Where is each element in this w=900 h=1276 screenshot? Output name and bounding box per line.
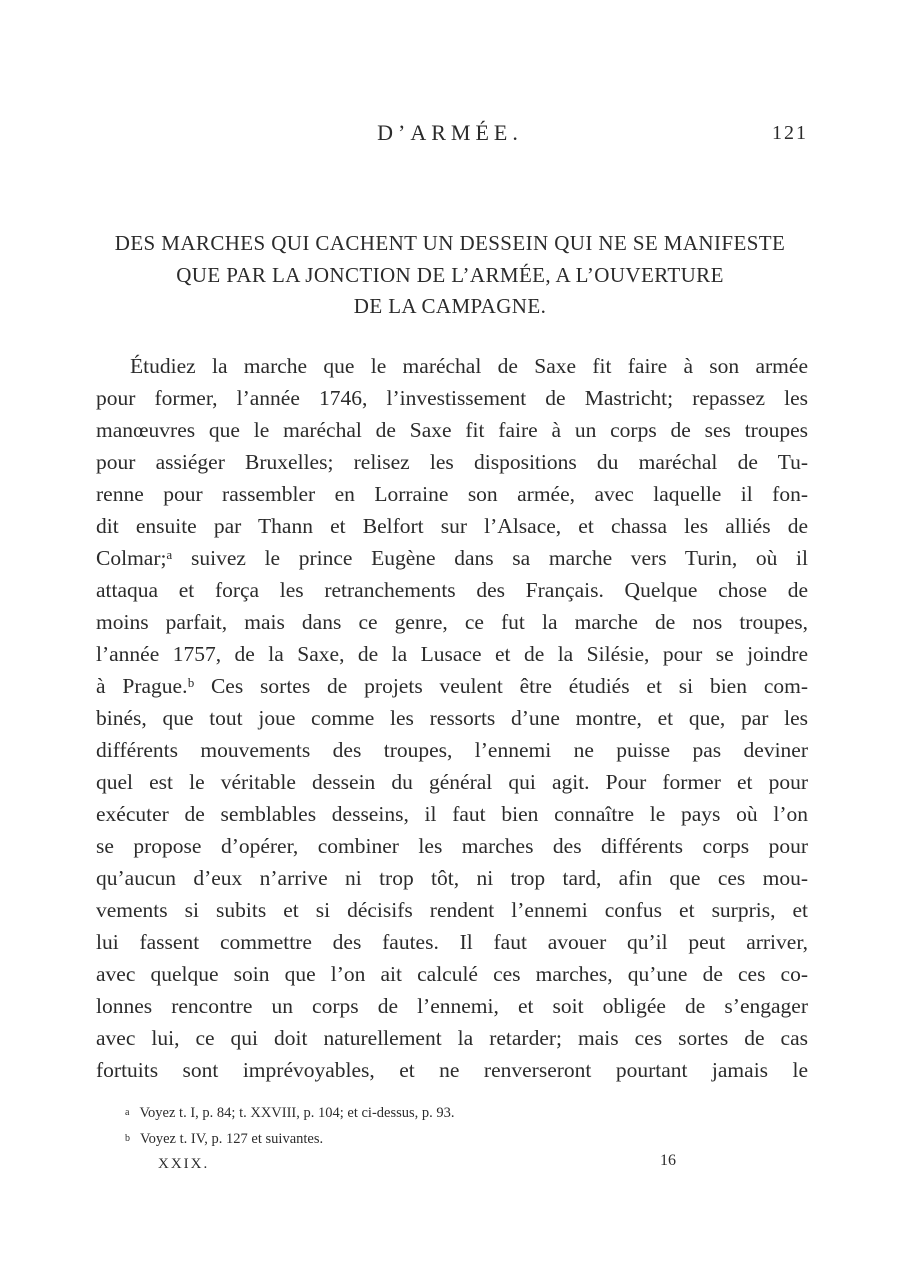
footnote-mark: b — [125, 1133, 130, 1144]
body-line: renne pour rassembler en Lorraine son armée, avec laquelle il fon- — [96, 482, 808, 506]
footnote — [125, 1100, 805, 1126]
footnote-text: Voyez t. I, p. 84; t. XXVIII, p. 104; et ci-dessus, p. 93. — [139, 1105, 455, 1121]
heading-line: DES MARCHES QUI CACHENT UN DESSEIN QUI NE SE MANIFESTE — [114, 231, 786, 255]
body-line: avec lui, ce qui doit naturellement la retarder; mais ces sortes de cas — [96, 1026, 808, 1050]
body-line: vements si subits et si décisifs rendent l’ennemi confus et surpris, et — [96, 898, 808, 922]
body-line: pour former, l’année 1746, l’investissement de Mastricht; repassez les — [96, 386, 808, 410]
body-line: manœuvres que le maréchal de Saxe fit faire à un corps de ses troupes — [96, 418, 808, 442]
body-line: Étudiez la marche que le maréchal de Saxe fit faire à son armée — [130, 354, 808, 378]
body-line: pour assiéger Bruxelles; relisez les dispositions du maréchal de Tu- — [96, 450, 808, 474]
page-footer — [0, 1152, 900, 1180]
footnote-mark: a — [125, 1107, 130, 1118]
page-number: 121 — [772, 122, 808, 144]
body-text — [96, 350, 808, 1086]
body-line: exécuter de semblables desseins, il faut bien connaître le pays où l’on — [96, 802, 808, 826]
running-title: D’ARMÉE. — [377, 120, 523, 145]
body-line: Colmar;ᵃ suivez le prince Eugène dans sa marche vers Turin, où il — [96, 546, 808, 570]
running-head — [0, 120, 900, 150]
body-line: lui fassent commettre des fautes. Il faut avouer qu’il peut arriver, — [96, 930, 808, 954]
body-line: binés, que tout joue comme les ressorts d’une montre, et que, par les — [96, 706, 808, 730]
body-line: l’année 1757, de la Saxe, de la Lusace et de la Silésie, pour se joindre — [96, 642, 808, 666]
signature-mark: XXIX. — [158, 1156, 210, 1172]
heading-line: DE LA CAMPAGNE. — [353, 294, 547, 318]
body-line: moins parfait, mais dans ce genre, ce fut la marche de nos troupes, — [96, 610, 808, 634]
body-line: différents mouvements des troupes, l’ennemi ne puisse pas deviner — [96, 738, 808, 762]
sheet-number: 16 — [660, 1152, 676, 1169]
body-line: dit ensuite par Thann et Belfort sur l’Alsace, et chassa les alliés de — [96, 514, 808, 538]
body-line: qu’aucun d’eux n’arrive ni trop tôt, ni trop tard, afin que ces mou- — [96, 866, 808, 890]
body-line: avec quelque soin que l’on ait calculé ces marches, qu’une de ces co- — [96, 962, 808, 986]
chapter-heading — [80, 228, 820, 323]
body-line: quel est le véritable dessein du général qui agit. Pour former et pour — [96, 770, 808, 794]
body-line: fortuits sont imprévoyables, et ne renverseront pourtant jamais le — [96, 1058, 808, 1082]
footnote-text: Voyez t. IV, p. 127 et suivantes. — [140, 1131, 324, 1147]
body-line: à Prague.ᵇ Ces sortes de projets veulent être étudiés et si bien com- — [96, 674, 808, 698]
heading-line: QUE PAR LA JONCTION DE L’ARMÉE, A L’OUVERTURE — [176, 262, 724, 287]
body-line: attaqua et força les retranchements des Français. Quelque chose de — [96, 578, 808, 602]
body-line: se propose d’opérer, combiner les marches des différents corps pour — [96, 834, 808, 858]
footnotes — [125, 1100, 805, 1152]
footnote — [125, 1126, 805, 1152]
body-line: lonnes rencontre un corps de l’ennemi, et soit obligée de s’engager — [96, 994, 808, 1018]
